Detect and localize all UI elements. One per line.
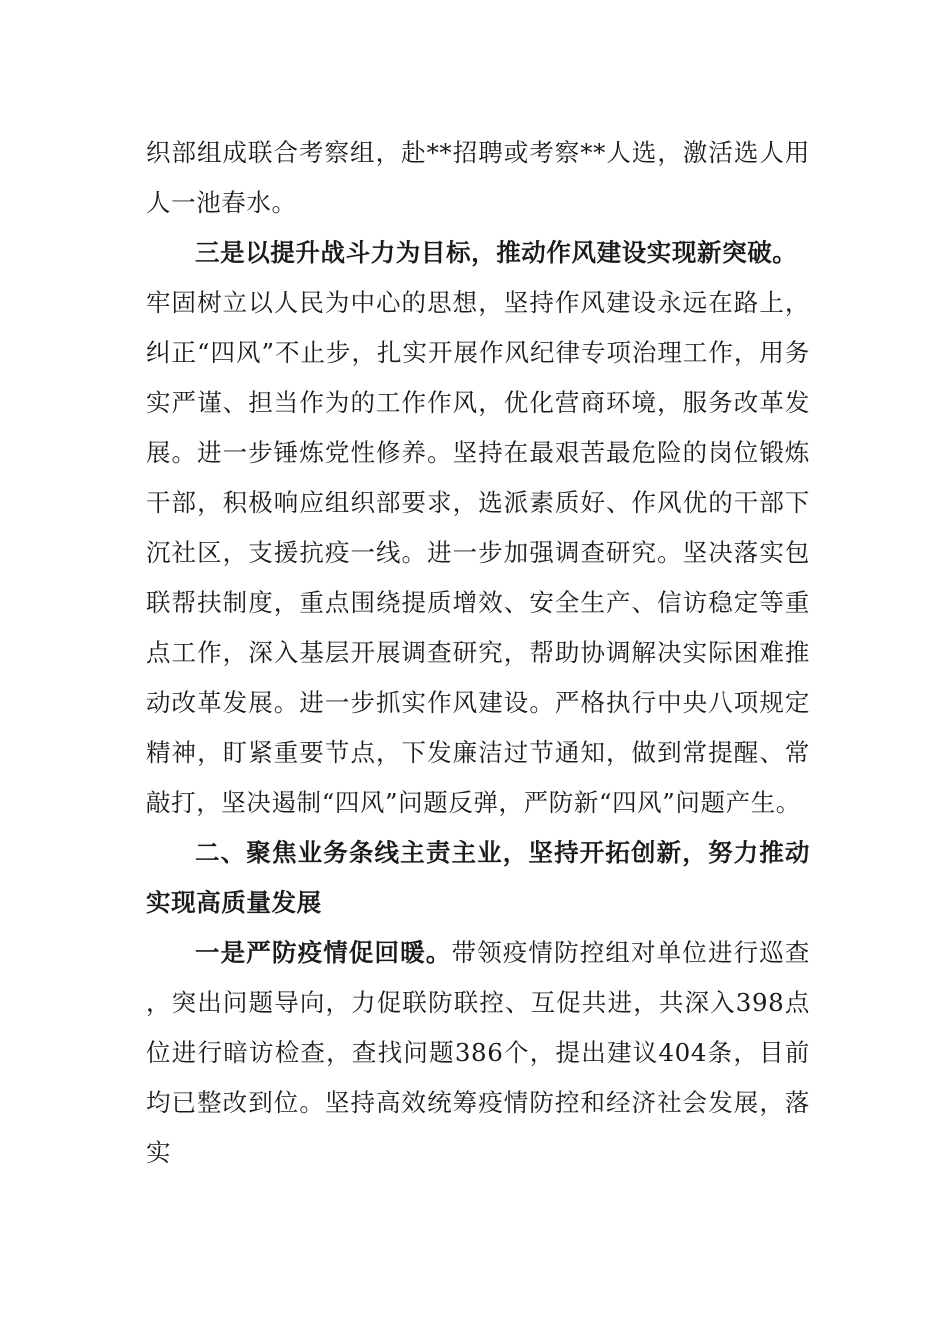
section-heading-two: 二、聚焦业务条线主责主业，坚持开拓创新，努力推动实现高质量发展: [146, 838, 810, 917]
paragraph-body-text: 带领疫情防控组对单位进行巡查，突出问题导向，力促联防联控、互促共进，共深入398点位进行暗访检查，查找问题386个，提出建议404条，目前均已整改到位。坚持高效统筹疫情防控和经济社会发展，落实: [146, 938, 811, 1167]
paragraph-work-style: 牢固树立以人民为中心的思想，坚持作风建设永远在路上，纠正“四风”不止步，扎实开展作风纪律专项治理工作，用务实严谨、担当作为的工作作风，优化营商环境，服务改革发展。进一步锤炼党性修养。坚持在最艰苦最危险的岗位锻炼干部，积极响应组织部要求，选派素质好、作风优的干部下沉社区，支援抗疫一线。进一步加强调查研究。坚决落实包联帮扶制度，重点围绕提质增效、安全生产、信访稳定等重点工作，深入基层开展调查研究，帮助协调解决实际困难推动改革发展。进一步抓实作风建设。严格执行中央八项规定精神，盯紧重要节点，下发廉洁过节通知，做到常提醒、常敲打，坚决遏制“四风”问题反弹，严防新“四风”问题产生。: [146, 288, 810, 817]
paragraph-lead-text: 一是严防疫情促回暖。: [195, 938, 452, 967]
paragraph-continuation: 织部组成联合考察组，赴**招聘或考察**人选，激活选人用人一池春水。: [146, 138, 810, 217]
section-heading-third-point: 三是以提升战斗力为目标，推动作风建设实现新突破。: [195, 238, 798, 267]
paragraph-epidemic-prevention: [146, 928, 810, 1178]
document-body: [146, 128, 810, 1178]
